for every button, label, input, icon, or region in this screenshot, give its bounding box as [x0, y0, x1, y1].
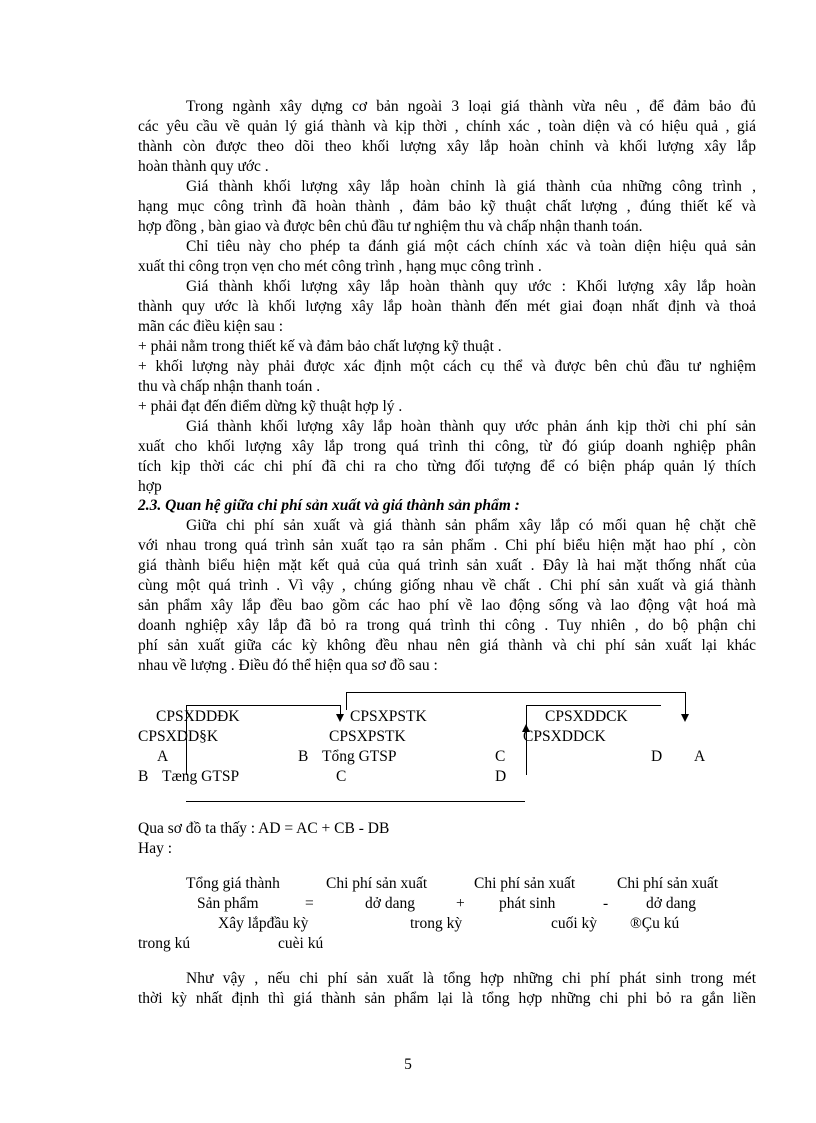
diagram-label: CPSXDDĐK [156, 708, 240, 725]
text-line: giá thành biểu hiện mặt kết quả của quá trình sản xuất . Đây là hai mặt thống nhất của [138, 557, 756, 574]
text-line: các yêu cầu về quản lý giá thành và kịp thời , chính xác , toàn diện và có hiệu quả , giá [138, 118, 756, 135]
text-line: doanh nghiệp xây lắp đã bỏ ra trong quá trình thi công . Tuy nhiên , do bộ phận chi [138, 617, 756, 634]
bullet-line: thu và chấp nhận thanh toán . [138, 378, 321, 395]
arrow-down-icon [336, 714, 344, 722]
diagram-label: CPSXPSTK [329, 728, 406, 745]
diagram-label: Tæng GTSP [162, 768, 240, 785]
text-line: nhau về lượng . Điều đó thể hiện qua sơ đồ sau : [138, 657, 438, 674]
text-line: thời kỳ nhất định thì giá thành sản phẩm lại là tổng hợp những chi phi bỏ ra gắn liền [138, 990, 756, 1007]
text-line: phí sản xuất giữa các kỳ không đều nhau nên giá thành và chi phí sản xuất lại khác [138, 637, 756, 654]
formula-term: cuối kỳ [551, 915, 598, 932]
diagram-label: CPSXDD§K [138, 728, 219, 745]
diagram-point-label: D [651, 748, 663, 765]
diagram-label: CPSXPSTK [350, 708, 427, 725]
diagram-line [685, 692, 686, 714]
diagram-line [346, 692, 685, 693]
formula-term: dở dang [365, 895, 415, 912]
diagram-point-label: C [336, 768, 347, 785]
formula-hay: Hay : [138, 840, 173, 857]
text-line: hoàn thành quy ước . [138, 158, 269, 175]
formula-term: trong kỳ [410, 915, 463, 932]
text-line: tích kịp thời các chi phí đã chi ra cho từng đối tượng để có biện pháp quản lý thích [138, 458, 756, 475]
formula-term: trong kú [138, 935, 191, 952]
diagram-point-label: A [694, 748, 706, 765]
arrow-down-icon [681, 714, 689, 722]
formula-operator: + [456, 895, 465, 912]
formula-term: Chi phí sản xuất [617, 875, 719, 892]
diagram-line [186, 801, 525, 802]
text-line: xuất cho khối lượng xây lắp trong quá trình thi công, từ đó giúp doanh nghiệp phân [138, 438, 756, 455]
text-line: hợp [138, 478, 162, 495]
text-line: sản phẩm xây lắp đều bao gồm các hao phí về lao động sống và lao động vật hoá mà [138, 597, 756, 614]
diagram-point-label: C [495, 748, 506, 765]
formula-term: phát sinh [499, 895, 556, 912]
bullet-line: + phải nằm trong thiết kế và đảm bảo chất lượng kỹ thuật . [138, 338, 502, 355]
text-line: hạng mục công trình đã hoàn thành , đảm bảo kỹ thuật chất lượng , đúng thiết kế và [138, 198, 756, 215]
text-line: Giá thành khối lượng xây lắp hoàn thành quy ước phản ánh kịp thời chi phí sản [186, 418, 756, 435]
formula-term: cuèi kú [278, 935, 324, 952]
formula-term: Xây lắpđầu kỳ [218, 915, 309, 932]
formula-term: Sản phẩm [197, 895, 259, 912]
diagram-point-label: B [298, 748, 309, 765]
diagram-label: Tổng GTSP [322, 748, 397, 765]
diagram-label: CPSXDDCK [545, 708, 628, 725]
diagram-line [346, 692, 347, 710]
formula-term: ®Çu kú [630, 915, 680, 932]
diagram-line [340, 705, 341, 714]
text-line: mãn các điều kiện sau : [138, 318, 284, 335]
text-line: thành quy ước là khối lượng xây lắp hoàn thành đến mét giai đoạn nhất định và thoả [138, 298, 756, 315]
text-line: Giá thành khối lượng xây lắp hoàn thành quy ước : Khối lượng xây lắp hoàn [186, 278, 756, 295]
section-heading: 2.3. Quan hệ giữa chi phí sản xuất và giá thành sản phẩm : [138, 497, 520, 514]
diagram-label: CPSXDDCK [523, 728, 606, 745]
text-line: Chỉ tiêu này cho phép ta đánh giá một cách chính xác và toàn diện hiệu quả sản [186, 238, 756, 255]
text-line: hợp đồng , bàn giao và được bên chủ đầu tư nghiệm thu và chấp nhận thanh toán. [138, 218, 643, 235]
text-line: Giữa chi phí sản xuất và giá thành sản phẩm xây lắp có mối quan hệ chặt chẽ [186, 517, 756, 534]
text-line: xuất thi công trọn vẹn cho mét công trình , hạng mục công trình . [138, 258, 542, 275]
formula-operator: - [603, 895, 609, 912]
text-line: Như vậy , nếu chi phí sản xuất là tổng hợp những chi phí phát sinh trong mét [186, 970, 756, 987]
text-line: với nhau trong quá trình sản xuất tạo ra sản phẩm . Chi phí biểu hiện mặt hao phí , còn [138, 537, 756, 554]
formula-term: Chi phí sản xuất [326, 875, 428, 892]
diagram-line [526, 705, 661, 706]
formula-intro: Qua sơ đồ ta thấy : AD = AC + CB - DB [138, 820, 390, 837]
page-number: 5 [404, 1056, 412, 1073]
formula-term: Tổng giá thành [186, 875, 280, 892]
diagram-line [186, 705, 340, 706]
text-line: Trong ngành xây dựng cơ bản ngoài 3 loại giá thành vừa nêu , để đảm bảo đủ [186, 98, 756, 115]
text-line: thành còn được theo dõi theo khối lượng xây lắp hoàn chỉnh và khối lượng xây lắp [138, 138, 756, 155]
bullet-line: + khối lượng này phải được xác định một cách cụ thể và được bên chủ đầu tư nghiệm [138, 358, 756, 375]
formula-operator: = [305, 895, 314, 912]
formula-term: dở dang [646, 895, 696, 912]
text-line: Giá thành khối lượng xây lắp hoàn chỉnh là giá thành của những công trình , [186, 178, 756, 195]
text-line: cùng một quá trình . Vì vậy , chúng giống nhau về chất . Chi phí sản xuất và giá thành [138, 577, 756, 594]
diagram-point-label: A [157, 748, 169, 765]
formula-term: Chi phí sản xuất [474, 875, 576, 892]
diagram-point-label: D [495, 768, 507, 785]
bullet-line: + phải đạt đến điểm dừng kỹ thuật hợp lý . [138, 398, 403, 415]
diagram-point-label: B [138, 768, 149, 785]
